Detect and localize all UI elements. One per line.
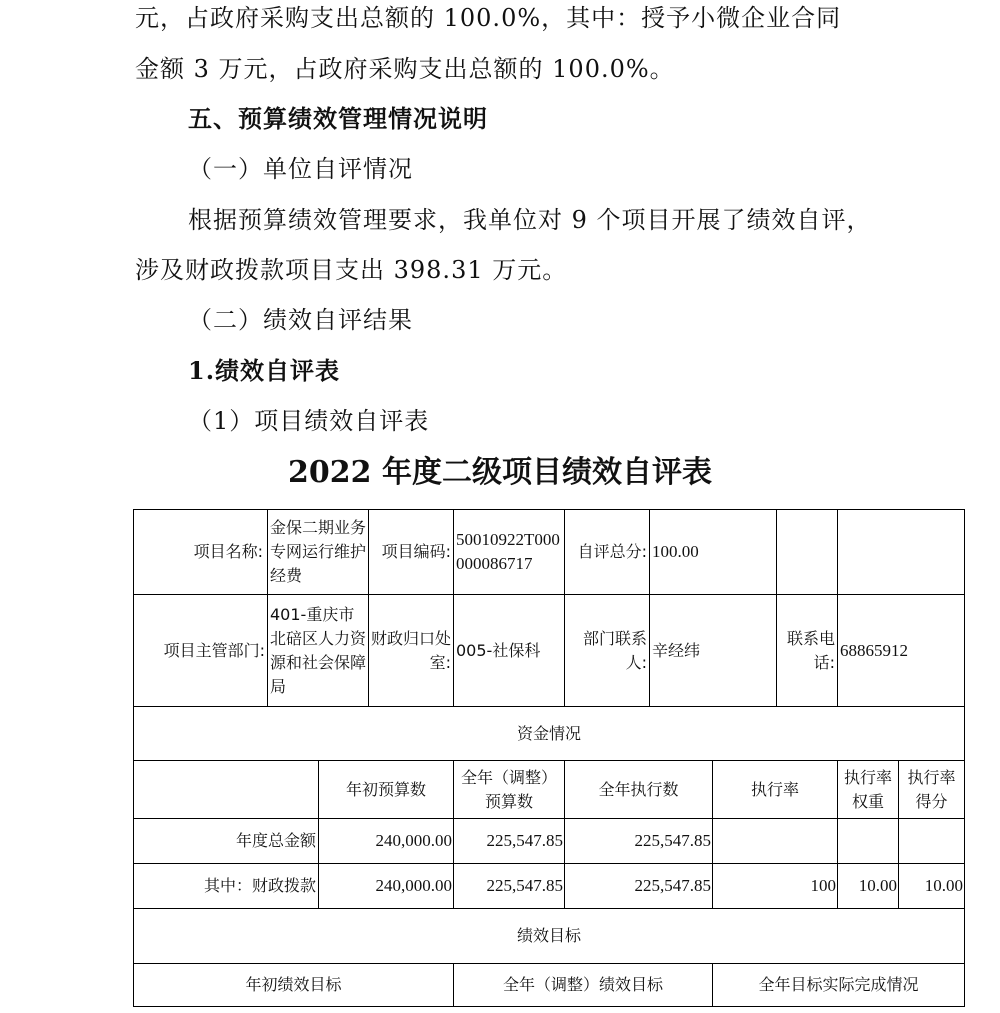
empty-cell — [134, 761, 319, 819]
empty-cell — [899, 819, 964, 864]
finance-label: 财政归口处室: — [371, 628, 452, 672]
col-adjusted-header — [454, 761, 565, 819]
section-heading: 五、预算绩效管理情况说明 — [188, 104, 488, 133]
col-score-label: 执行率得分 — [907, 767, 956, 811]
row-fin-rate — [713, 864, 838, 909]
dept-label-cell — [134, 595, 268, 707]
project-code-label: 项目编码: — [381, 542, 451, 561]
table-heading: 1.绩效自评表 — [188, 356, 341, 385]
row-fin-executed-value: 225,547.85 — [634, 876, 711, 895]
perf-header — [134, 909, 964, 964]
row-fin-score-value: 10.00 — [924, 876, 963, 895]
col-weight-header — [838, 761, 899, 819]
col-score-header — [899, 761, 964, 819]
self-score-cell — [650, 510, 777, 595]
dept-cell — [268, 595, 369, 707]
perf-adjusted-label: 全年（调整）绩效目标 — [502, 975, 663, 994]
funds-header — [134, 707, 964, 761]
project-name-cell — [268, 510, 369, 595]
self-score-label-cell — [565, 510, 650, 595]
phone-cell — [838, 595, 964, 707]
dept-label: 项目主管部门: — [163, 640, 265, 660]
col-weight-label: 执行率权重 — [843, 767, 892, 811]
perf-header-label: 绩效目标 — [516, 926, 581, 945]
paragraph-line: 金额 3 万元，占政府采购支出总额的 100.0%。 — [135, 55, 675, 83]
perf-actual-label: 全年目标实际完成情况 — [758, 975, 919, 994]
self-score-label: 自评总分: — [577, 542, 647, 561]
col-executed-label: 全年执行数 — [598, 779, 679, 799]
subsection-heading: （一）单位自评情况 — [188, 155, 413, 183]
project-code-label-cell — [369, 510, 454, 595]
contact: 辛经纬 — [652, 640, 701, 660]
phone-label-cell — [777, 595, 838, 707]
col-rate-label: 执行率 — [750, 779, 799, 799]
contact-cell — [650, 595, 777, 707]
performance-table — [133, 509, 965, 1007]
contact-label-cell — [565, 595, 650, 707]
self-score: 100.00 — [652, 542, 699, 561]
funds-header-label: 资金情况 — [516, 723, 581, 743]
row-fin-weight-value: 10.00 — [858, 876, 897, 895]
project-code: 50010922T000000086717 — [456, 530, 560, 573]
row-fin-initial — [319, 864, 454, 909]
phone-label: 联系电话: — [786, 628, 835, 672]
empty-cell — [777, 510, 838, 595]
perf-initial-header — [134, 964, 454, 1006]
row-total-executed — [565, 819, 713, 864]
row-fin-rate-value: 100 — [810, 876, 836, 895]
project-code-cell — [454, 510, 565, 595]
row-fin-score — [899, 864, 964, 909]
perf-actual-header — [713, 964, 964, 1006]
project-name-label-cell — [134, 510, 268, 595]
project-name: 金保二期业务专网运行维护经费 — [270, 518, 367, 585]
paragraph-line: 元，占政府采购支出总额的 100.0%，其中：授予小微企业合同 — [135, 4, 842, 32]
row-total-adjusted-value: 225,547.85 — [486, 831, 563, 850]
table-subheading: （1）项目绩效自评表 — [188, 407, 430, 435]
row-fin-initial-value: 240,000.00 — [375, 876, 452, 895]
row-total-label-cell — [134, 819, 319, 864]
row-total-initial — [319, 819, 454, 864]
empty-cell — [838, 510, 964, 595]
empty-cell — [838, 819, 899, 864]
col-initial-label: 年初预算数 — [345, 779, 426, 799]
row-fin-executed — [565, 864, 713, 909]
row-total-executed-value: 225,547.85 — [634, 831, 711, 850]
dept: 401-重庆市北碚区人力资源和社会保障局 — [270, 604, 367, 696]
table-title: 2022 年度二级项目绩效自评表 — [288, 455, 712, 490]
row-total-label: 年度总金额 — [235, 831, 316, 850]
col-initial-header — [319, 761, 454, 819]
finance-label-cell — [369, 595, 454, 707]
row-fin-adjusted — [454, 864, 565, 909]
row-total-initial-value: 240,000.00 — [375, 831, 452, 850]
paragraph-line: 涉及财政拨款项目支出 398.31 万元。 — [135, 256, 568, 284]
row-fin-label-cell — [134, 864, 319, 909]
row-fin-adjusted-value: 225,547.85 — [486, 876, 563, 895]
empty-cell — [713, 819, 838, 864]
subsection-heading: （二）绩效自评结果 — [188, 306, 413, 334]
col-rate-header — [713, 761, 838, 819]
row-fin-label: 其中：财政拨款 — [203, 876, 316, 895]
row-total-adjusted — [454, 819, 565, 864]
paragraph-line: 根据预算绩效管理要求，我单位对 9 个项目开展了绩效自评， — [188, 206, 872, 234]
perf-initial-label: 年初绩效目标 — [245, 975, 342, 994]
contact-label: 部门联系人: — [582, 628, 647, 672]
finance-cell — [454, 595, 565, 707]
phone: 68865912 — [840, 640, 908, 660]
perf-adjusted-header — [454, 964, 713, 1006]
finance: 005-社保科 — [456, 640, 541, 660]
project-name-label: 项目名称: — [193, 542, 263, 561]
row-fin-weight — [838, 864, 899, 909]
col-adjusted-label: 全年（调整）预算数 — [460, 767, 557, 811]
col-executed-header — [565, 761, 713, 819]
